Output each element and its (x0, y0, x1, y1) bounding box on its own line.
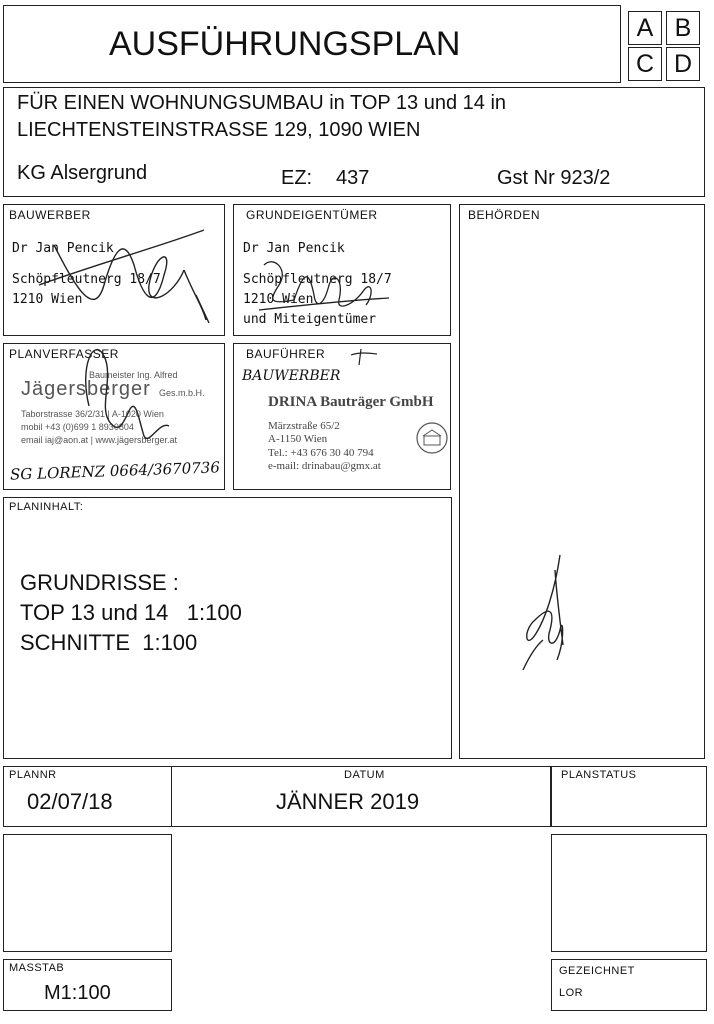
stamp-mobile: mobil +43 (0)699 1 8930804 (21, 422, 134, 432)
stamp-company-name: Jägersberger (21, 378, 151, 400)
project-line-1: FÜR EINEN WOHNUNGSUMBAU in TOP 13 und 14 in (17, 92, 507, 114)
planverfasser-stamp (17, 366, 217, 454)
stamp-company-suffix: Ges.m.b.H. (159, 388, 205, 398)
bauwerber-box (3, 204, 225, 336)
baufuehrer-box (233, 343, 451, 490)
drina-seal-icon (415, 421, 449, 455)
behoerden-label: BEHÖRDEN (468, 208, 541, 222)
planstatus-box (551, 766, 707, 827)
drina-stamp-street: Märzstraße 65/2 (268, 420, 340, 432)
drina-stamp-name: DRINA Bauträger GmbH (268, 394, 434, 410)
gezeichnet-label: GEZEICHNET (559, 965, 635, 977)
planverfasser-label: PLANVERFASSER (9, 347, 119, 361)
grundeigentuemer-box (233, 204, 451, 336)
planinhalt-line-2: TOP 13 und 14 1:100 (20, 600, 242, 625)
ez-label: EZ: (281, 167, 313, 189)
drina-stamp-email: e-mail: drinabau@gmx.at (268, 460, 381, 472)
bauwerber-street: Schöpfleutnerg 18/7 (12, 272, 161, 287)
stamp-email: email iaj@aon.at | www.jägersberger.at (21, 435, 178, 445)
baufuehrer-strike (349, 347, 379, 367)
ez-value: 437 (336, 167, 370, 189)
baufuehrer-handwritten: BAUWERBER (242, 368, 341, 384)
grid-cell-d: D (666, 47, 700, 81)
grundeigentuemer-co-owners: und Miteigentümer (243, 312, 377, 327)
planinhalt-label: PLANINHALT: (9, 501, 84, 513)
grundeigentuemer-label: GRUNDEIGENTÜMER (246, 208, 378, 222)
planstatus-label: PLANSTATUS (561, 769, 637, 781)
drina-stamp-city: A-1150 Wien (268, 433, 328, 445)
project-line-2: LIECHTENSTEINSTRASSE 129, 1090 WIEN (17, 119, 421, 141)
cadastral-community: KG Alsergrund (17, 162, 148, 184)
grid-cell-c: C (628, 47, 662, 81)
plannr-box (3, 766, 172, 827)
grundeigentuemer-street: Schöpfleutnerg 18/7 (243, 272, 392, 287)
baufuehrer-label: BAUFÜHRER (246, 347, 326, 361)
masstab-label: MASSTAB (9, 962, 65, 974)
stamp-address: Taborstrasse 36/2/31 | A-1020 Wien (21, 409, 164, 419)
masstab-box (3, 959, 172, 1011)
plannr-value: 02/07/18 (27, 789, 113, 814)
plot-number: Gst Nr 923/2 (497, 167, 611, 189)
gezeichnet-box (551, 959, 707, 1011)
planinhalt-line-3: SCHNITTE 1:100 (20, 630, 198, 655)
planverfasser-box (3, 343, 225, 490)
title-box (3, 5, 621, 83)
lower-left-empty-box (3, 834, 172, 952)
datum-box (171, 766, 551, 827)
masstab-value: M1:100 (44, 982, 111, 1004)
lower-right-empty-box (551, 834, 707, 952)
planinhalt-box (3, 497, 452, 759)
grundeigentuemer-name: Dr Jan Pencik (243, 241, 345, 256)
behoerden-signature (515, 550, 585, 680)
plannr-label: PLANNR (9, 769, 57, 781)
grid-cell-b: B (666, 11, 700, 45)
planinhalt-line-1: GRUNDRISSE : (20, 570, 179, 595)
stamp-subtitle: Baumeister Ing. Alfred (89, 370, 178, 380)
bauwerber-label: BAUWERBER (9, 208, 91, 222)
document-title: AUSFÜHRUNGSPLAN (109, 25, 461, 63)
grundeigentuemer-city: 1210 Wien (243, 292, 314, 307)
bauwerber-city: 1210 Wien (12, 292, 83, 307)
behoerden-box (459, 204, 705, 759)
grid-cell-a: A (628, 11, 662, 45)
gezeichnet-value: LOR (559, 987, 584, 999)
drina-stamp-phone: Tel.: +43 676 30 40 794 (268, 447, 374, 459)
drina-stamp (262, 394, 452, 486)
bauwerber-name: Dr Jan Pencik (12, 241, 114, 256)
planverfasser-handwritten-contact: SG LORENZ 0664/3670736 (9, 458, 221, 484)
project-box (3, 87, 705, 197)
datum-label: DATUM (344, 769, 385, 781)
datum-value: JÄNNER 2019 (276, 789, 420, 814)
